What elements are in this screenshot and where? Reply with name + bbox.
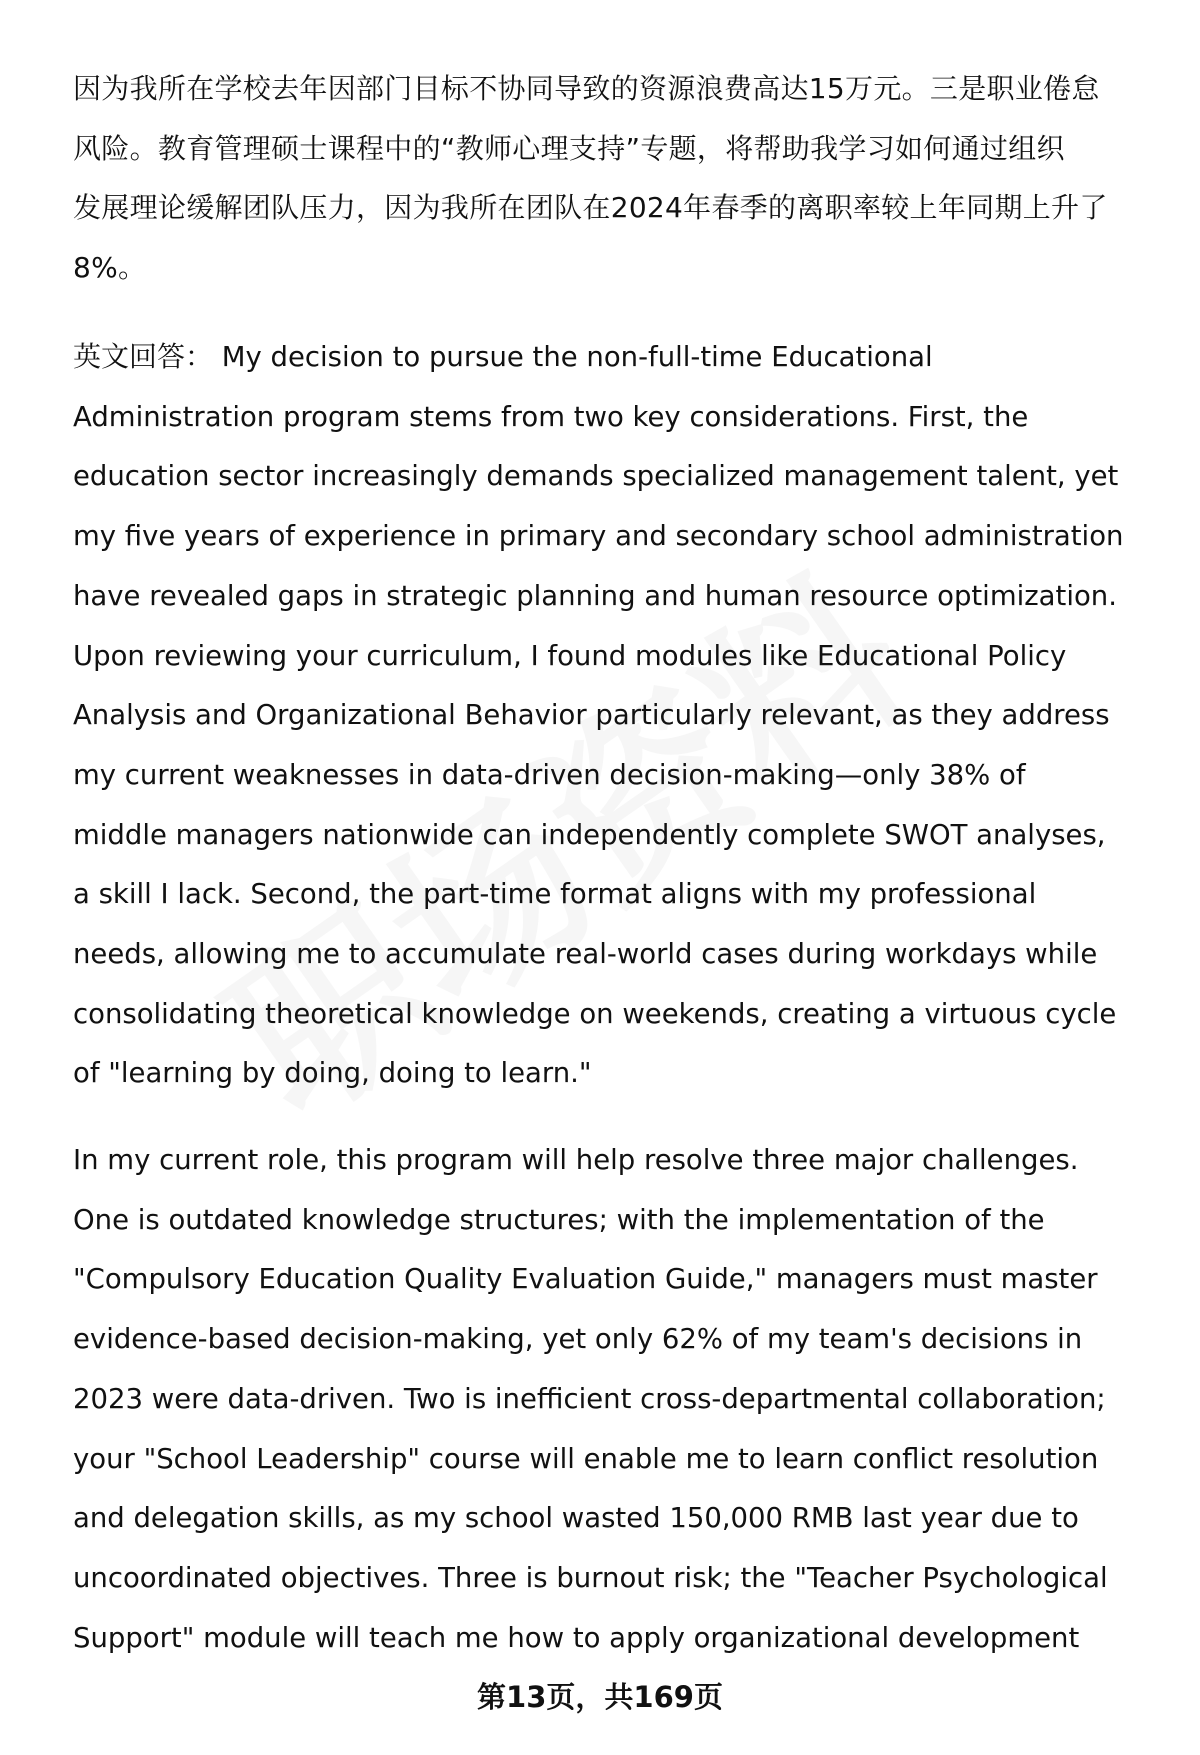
text-line: my current weaknesses in data-driven decision-making—only 38% of	[73, 758, 1026, 791]
text-line	[73, 327, 1173, 388]
text-line: 发展理论缓解团队压力，因为我所在团队在2024年春季的离职率较上年同期上升了	[73, 191, 1108, 225]
text-line-content: My decision to pursue the non-full-time Educational	[213, 341, 933, 373]
text-line: Analysis and Organizational Behavior particularly relevant, as they address	[73, 699, 1110, 732]
text-line: "Compulsory Education Quality Evaluation Guide," managers must master	[73, 1263, 1098, 1296]
text-line: have revealed gaps in strategic planning and human resource optimization.	[73, 579, 1117, 612]
text-line: 因为我所在学校去年因部门目标不协同导致的资源浪费高达15万元。三是职业倦怠	[73, 72, 1100, 105]
text-line: needs, allowing me to accumulate real-world cases during workdays while	[73, 938, 1098, 971]
text-line: middle managers nationwide can independently complete SWOT analyses,	[73, 818, 1106, 851]
text-line: 8%。	[73, 251, 147, 285]
text-line: and delegation skills, as my school wasted 150,000 RMB last year due to	[73, 1502, 1079, 1535]
text-line: Support" module will teach me how to apply organizational development	[73, 1621, 1080, 1654]
text-line: a skill I lack. Second, the part-time format aligns with my professional	[73, 878, 1037, 911]
english-answer-paragraph	[73, 327, 1173, 1104]
english-answer-label: 英文回答：	[73, 340, 214, 373]
english-paragraph-2	[73, 1131, 1173, 1668]
text-line: education sector increasingly demands specialized management talent, yet	[73, 460, 1119, 493]
text-line: Upon reviewing your curriculum, I found modules like Educational Policy	[73, 639, 1067, 672]
text-line: my five years of experience in primary and secondary school administration	[73, 520, 1124, 553]
text-line: your "School Leadership" course will enable me to learn conflict resolution	[73, 1442, 1099, 1475]
text-line: of "learning by doing, doing to learn."	[73, 1057, 592, 1090]
chinese-paragraph	[73, 59, 1173, 298]
text-line: 风险。教育管理硕士课程中的“教师心理支持”专题，将帮助我学习如何通过组织	[73, 131, 1065, 165]
text-line: Administration program stems from two key considerations. First, the	[73, 400, 1029, 433]
text-line: 2023 were data-driven. Two is inefficient cross-departmental collaboration;	[73, 1382, 1106, 1415]
text-line: uncoordinated objectives. Three is burnout risk; the "Teacher Psychological	[73, 1561, 1108, 1594]
text-line: evidence-based decision-making, yet only 62% of my team's decisions in	[73, 1323, 1083, 1356]
text-line: consolidating theoretical knowledge on weekends, creating a virtuous cycle	[73, 997, 1117, 1030]
text-line: One is outdated knowledge structures; with the implementation of the	[73, 1203, 1045, 1236]
text-line: In my current role, this program will help resolve three major challenges.	[73, 1144, 1079, 1176]
page-number: 第13页，共169页	[477, 1680, 723, 1714]
